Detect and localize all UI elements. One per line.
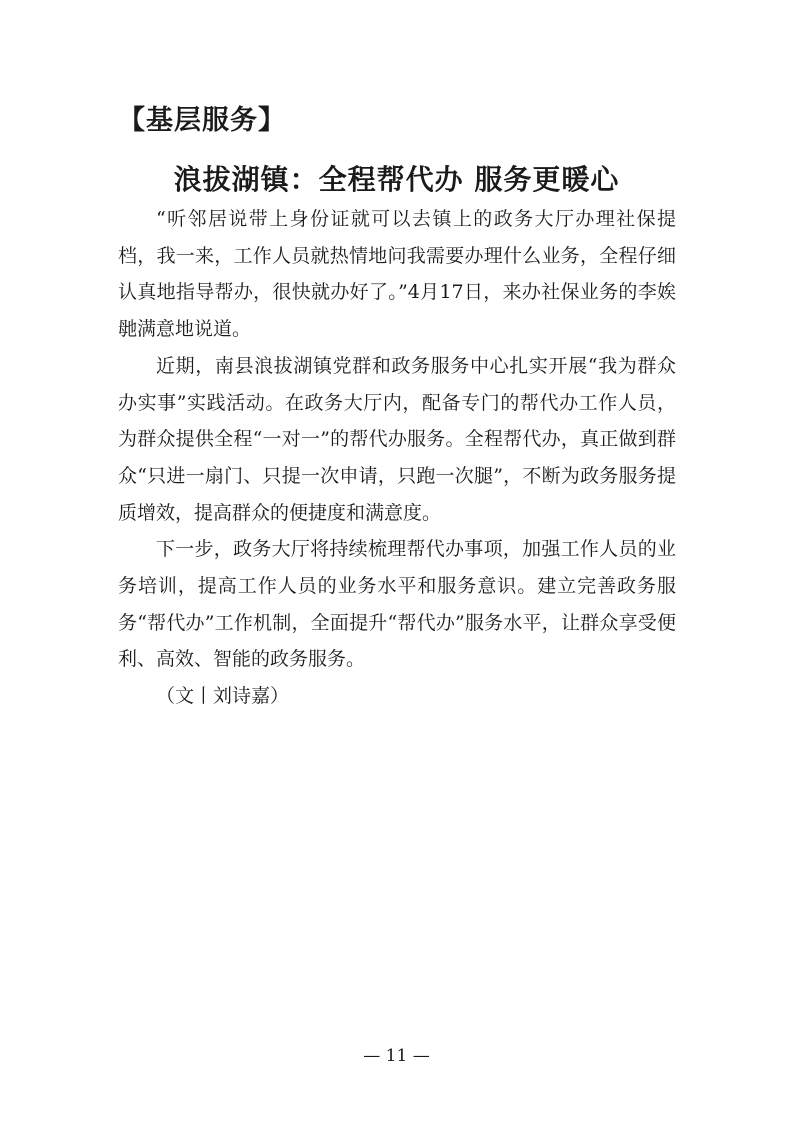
paragraph-next-steps: 下一步，政务大厅将持续梳理帮代办事项，加强工作人员的业务培训，提高工作人员的业务水平和服务意识。建立完善政务服务“帮代办”工作机制，全面提升“帮代办”服务水平，让群众享受便利、高效、智能的政务服务。 [118, 538, 676, 671]
page-number: — 11 — [363, 1046, 430, 1066]
paragraph-recent-activity: 近期，南县浪拔湖镇党群和政务服务中心扎实开展“我为群众办实事”实践活动。在政务大厅内，配备专门的帮代办工作人员，为群众提供全程“一对一”的帮代办服务。全程帮代办，真正做到群众“只进一扇门、只提一次申请，只跑一次腿”，不断为政务服务提质增效，提高群众的便捷度和满意度。 [118, 354, 676, 524]
article-body [118, 201, 676, 715]
author-byline: （文丨刘诗嘉） [156, 685, 290, 708]
article-title: 浪拔湖镇：全程帮代办 服务更暖心 [173, 163, 620, 196]
section-header: 【基层服务】 [118, 105, 286, 136]
paragraph-quote: “听邻居说带上身份证就可以去镇上的政务大厅办理社保提档，我一来，工作人员就热情地问我需要办理什么业务，全程仔细认真地指导帮办，很快就办好了。”4月17日，来办社保业务的李娭毑满意地说道。 [118, 208, 676, 341]
